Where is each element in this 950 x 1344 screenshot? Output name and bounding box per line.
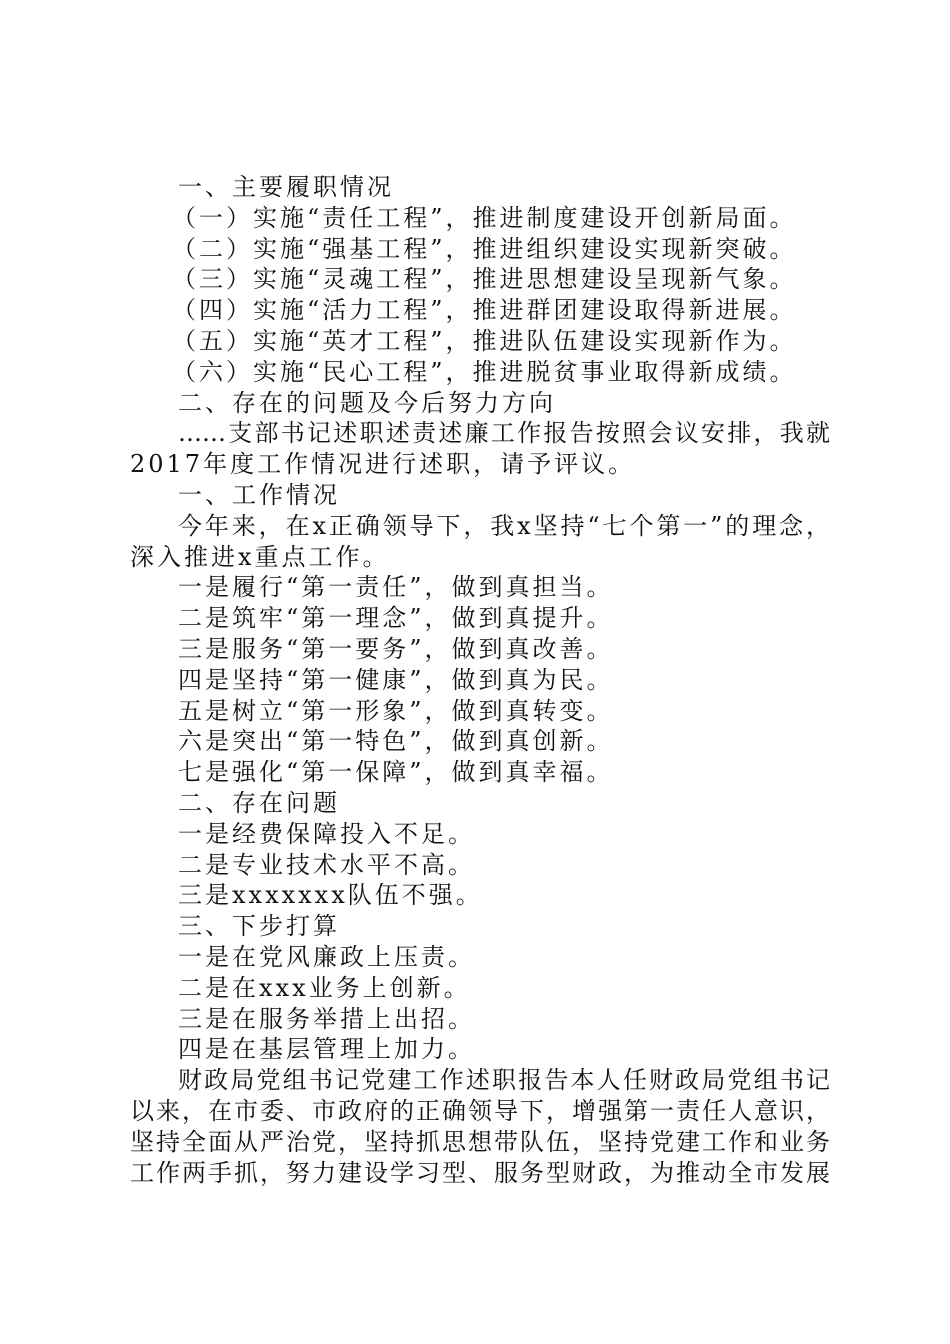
text-line: 二、存在问题 [178,788,340,817]
text-line: （五）实施“英才工程”，推进队伍建设实现新作为。 [172,326,797,355]
text-line: 六是突出“第一特色”，做到真创新。 [178,727,614,756]
text-line: （六）实施“民心工程”，推进脱贫事业取得新成绩。 [172,357,797,386]
text-line: ……支部书记述职述责述廉工作报告按照会议安排，我就 [178,419,830,448]
text-line: 七是强化“第一保障”，做到真幸福。 [178,758,614,787]
text-line: 三是在服务举措上出招。 [178,1004,475,1033]
text-line: 一是履行“第一责任”，做到真担当。 [178,573,614,602]
text-line: （三）实施“灵魂工程”，推进思想建设呈现新气象。 [172,265,797,294]
text-line: 四是在基层管理上加力。 [178,1035,475,1064]
text-line: 三是xxxxxxx队伍不强。 [178,881,483,910]
text-line: （四）实施“活力工程”，推进群团建设取得新进展。 [172,296,797,325]
text-line: 二是专业技术水平不高。 [178,850,475,879]
text-line: 以来，在市委、市政府的正确领导下，增强第一责任人意识， [130,1096,830,1125]
text-line: 一是经费保障投入不足。 [178,819,475,848]
text-line: 四是坚持“第一健康”，做到真为民。 [178,665,614,694]
text-line: 二是筑牢“第一理念”，做到真提升。 [178,604,614,633]
text-line: 深入推进x重点工作。 [130,542,390,571]
text-line: 坚持全面从严治党，坚持抓思想带队伍，坚持党建工作和业务 [130,1127,830,1156]
text-line: 三是服务“第一要务”，做到真改善。 [178,634,614,663]
text-line: 一、主要履职情况 [178,173,394,201]
text-line: （二）实施“强基工程”，推进组织建设实现新突破。 [172,234,797,263]
text-line: 今年来，在x正确领导下，我x坚持“七个第一”的理念， [178,511,830,540]
text-line: 二、存在的问题及今后努力方向 [178,388,556,417]
document-body [130,172,830,1188]
text-line: 工作两手抓，努力建设学习型、服务型财政，为推动全市发展 [130,1158,830,1187]
text-line: 一、工作情况 [178,480,340,509]
text-line: 2017年度工作情况进行述职，请予评议。 [130,450,636,479]
text-line: 二是在xxx业务上创新。 [178,973,471,1002]
text-line: （一）实施“责任工程”，推进制度建设开创新局面。 [172,203,797,232]
text-line: 三、下步打算 [178,912,340,941]
text-line: 财政局党组书记党建工作述职报告本人任财政局党组书记 [178,1066,830,1095]
text-line: 一是在党风廉政上压责。 [178,942,475,971]
text-line: 五是树立“第一形象”，做到真转变。 [178,696,614,725]
